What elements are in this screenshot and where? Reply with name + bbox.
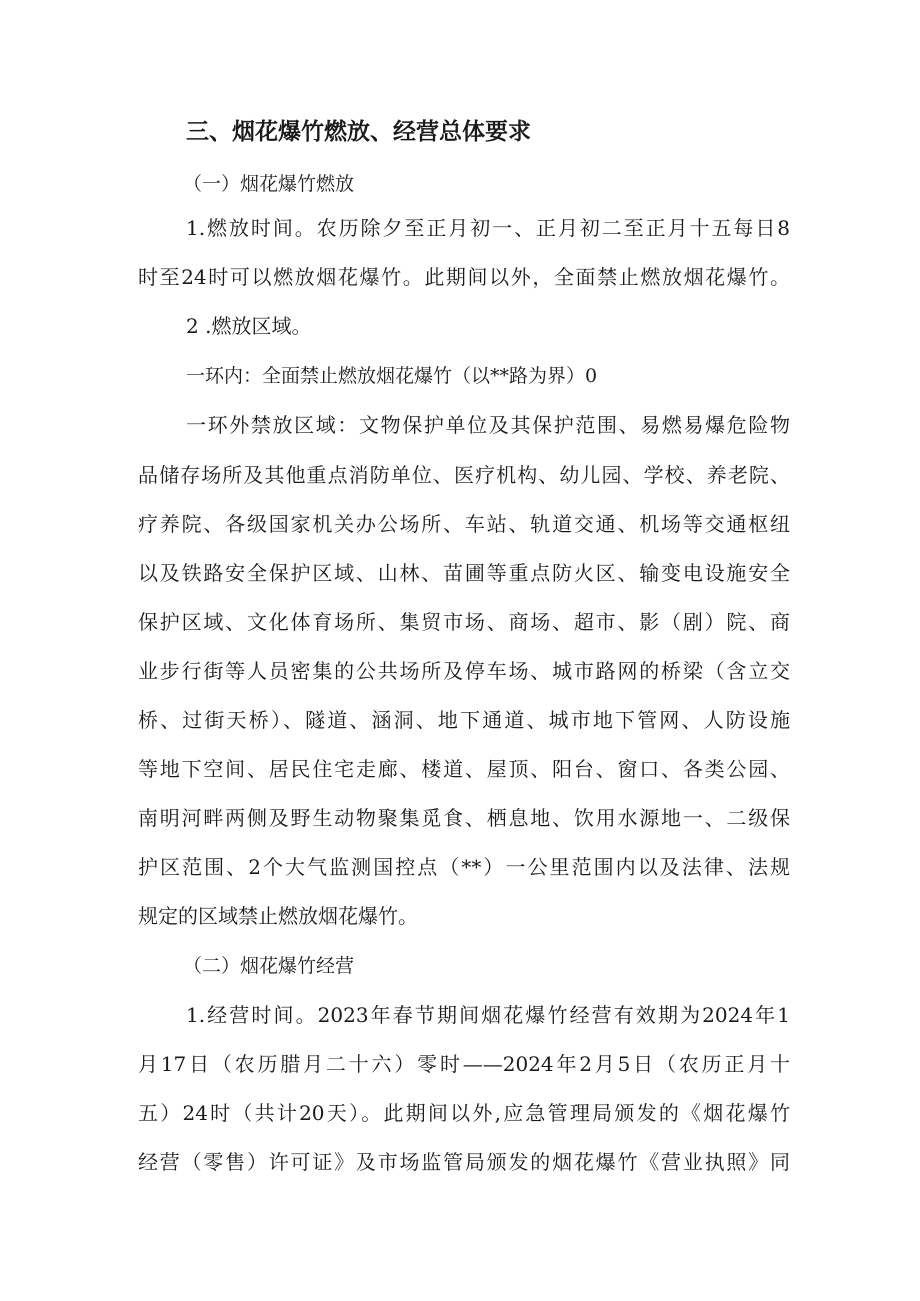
paragraph-line-inner-ring: 一环内：全面禁止燃放烟花爆竹（以**路为界）0 — [186, 365, 598, 387]
paragraph-line: 疗养院、各级国家机关办公场所、车站、轨道交通、机场等交通枢纽 — [138, 512, 790, 536]
paragraph-line: 以及铁路安全保护区域、山林、苗圃等重点防火区、输变电设施安全 — [138, 561, 790, 585]
subsection-title-fireworks-discharge: （一）烟花爆竹燃放 — [183, 173, 355, 195]
paragraph-line: 南明河畔两侧及野生动物聚集觅食、栖息地、饮用水源地一、二级保 — [138, 806, 790, 830]
paragraph-line: 时至24时可以燃放烟花爆竹。此期间以外，全面禁止燃放烟花爆竹。 — [138, 265, 790, 289]
paragraph-line: 等地下空间、居民住宅走廊、楼道、屋顶、阳台、窗口、各类公园、 — [138, 757, 790, 781]
paragraph-line: 业步行街等人员密集的公共场所及停车场、城市路网的桥梁（含立交 — [138, 659, 790, 683]
paragraph-line: 桥、过街天桥）、隧道、涵洞、地下通道、城市地下管网、人防设施 — [138, 708, 790, 732]
paragraph-line: 月17日（农历腊月二十六）零时——2024年2月5日（农历正月十 — [138, 1052, 790, 1076]
section-heading: 三、烟花爆竹燃放、经营总体要求 — [186, 118, 531, 145]
paragraph-line: 护区范围、2个大气监测国控点（**）一公里范围内以及法律、法规 — [138, 855, 790, 879]
paragraph-line: 经营（零售）许可证》及市场监管局颁发的烟花爆竹《营业执照》同 — [138, 1150, 790, 1174]
paragraph-line: 一环外禁放区域：文物保护单位及其保护范围、易燃易爆危险物 — [186, 413, 790, 437]
paragraph-line: 品储存场所及其他重点消防单位、医疗机构、幼儿园、学校、养老院、 — [138, 463, 790, 487]
paragraph-line: 1.燃放时间。农历除夕至正月初一、正月初二至正月十五每日8 — [186, 216, 790, 240]
paragraph-line: 规定的区域禁止燃放烟花爆竹。 — [138, 904, 418, 928]
paragraph-line: 保护区域、文化体育场所、集贸市场、商场、超市、影（剧）院、商 — [138, 610, 790, 634]
item-title-discharge-area: 2 .燃放区域。 — [186, 314, 312, 338]
subsection-title-fireworks-sales: （二）烟花爆竹经营 — [183, 955, 355, 977]
paragraph-line: 五）24时（共计20天）。此期间以外,应急管理局颁发的《烟花爆竹 — [138, 1101, 790, 1125]
paragraph-line: 1.经营时间。2023年春节期间烟花爆竹经营有效期为2024年1 — [186, 1003, 790, 1027]
